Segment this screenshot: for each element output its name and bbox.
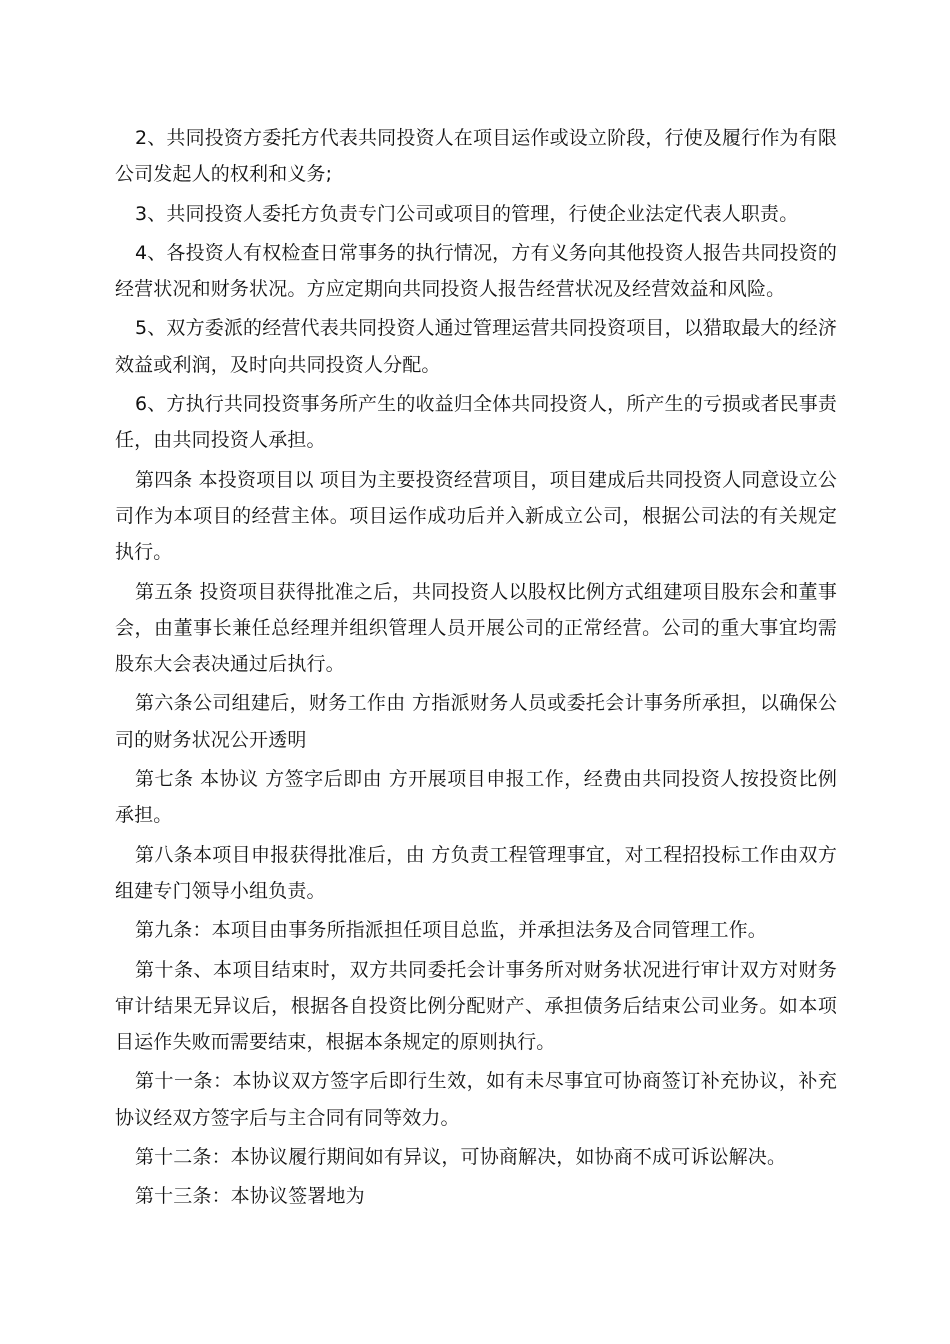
article-11: 第十一条：本协议双方签字后即行生效，如有未尽事宜可协商签订补充协议，补充协议经双方签字后与主合同有同等效力。 — [115, 1070, 837, 1129]
article-6: 第六条公司组建后，财务工作由 方指派财务人员或委托会计事务所承担，以确保公司的财务状况公开透明 — [115, 692, 837, 751]
article-10: 第十条、本项目结束时，双方共同委托会计事务所对财务状况进行审计双方对财务审计结果无异议后，根据各自投资比例分配财产、承担债务后结束公司业务。如本项目运作失败而需要结束，根据本条规定的原则执行。 — [115, 958, 837, 1054]
article-8: 第八条本项目申报获得批准后，由 方负责工程管理事宜，对工程招投标工作由双方组建专门领导小组负责。 — [115, 843, 837, 902]
paragraph-item-3: 3、共同投资人委托方负责专门公司或项目的管理，行使企业法定代表人职责。 — [135, 202, 799, 225]
document-body — [115, 120, 837, 1218]
paragraph-item-6: 6、方执行共同投资事务所产生的收益归全体共同投资人，所产生的亏损或者民事责任，由共同投资人承担。 — [115, 393, 837, 452]
paragraph-item-2: 2、共同投资方委托方代表共同投资人在项目运作或设立阶段，行使及履行作为有限公司发起人的权利和义务; — [115, 127, 837, 186]
article-5: 第五条 投资项目获得批准之后，共同投资人以股权比例方式组建项目股东会和董事会，由董事长兼任总经理并组织管理人员开展公司的正常经营。公司的重大事宜均需股东大会表决通过后执行。 — [115, 580, 837, 676]
paragraph-item-5: 5、双方委派的经营代表共同投资人通过管理运营共同投资项目，以猎取最大的经济效益或利润，及时向共同投资人分配。 — [115, 317, 837, 376]
article-12: 第十二条：本协议履行期间如有异议，可协商解决，如协商不成可诉讼解决。 — [135, 1146, 787, 1169]
article-7: 第七条 本协议 方签字后即由 方开展项目申报工作，经费由共同投资人按投资比例承担。 — [115, 768, 837, 827]
paragraph-item-4: 4、各投资人有权检查日常事务的执行情况，方有义务向其他投资人报告共同投资的经营状况和财务状况。方应定期向共同投资人报告经营状况及经营效益和风险。 — [115, 241, 837, 301]
article-13: 第十三条：本协议签署地为 — [135, 1185, 365, 1208]
article-9: 第九条：本项目由事务所指派担任项目总监，并承担法务及合同管理工作。 — [135, 919, 767, 942]
article-4: 第四条 本投资项目以 项目为主要投资经营项目，项目建成后共同投资人同意设立公司作为本项目的经营主体。项目运作成功后并入新成立公司，根据公司法的有关规定执行。 — [115, 468, 837, 564]
